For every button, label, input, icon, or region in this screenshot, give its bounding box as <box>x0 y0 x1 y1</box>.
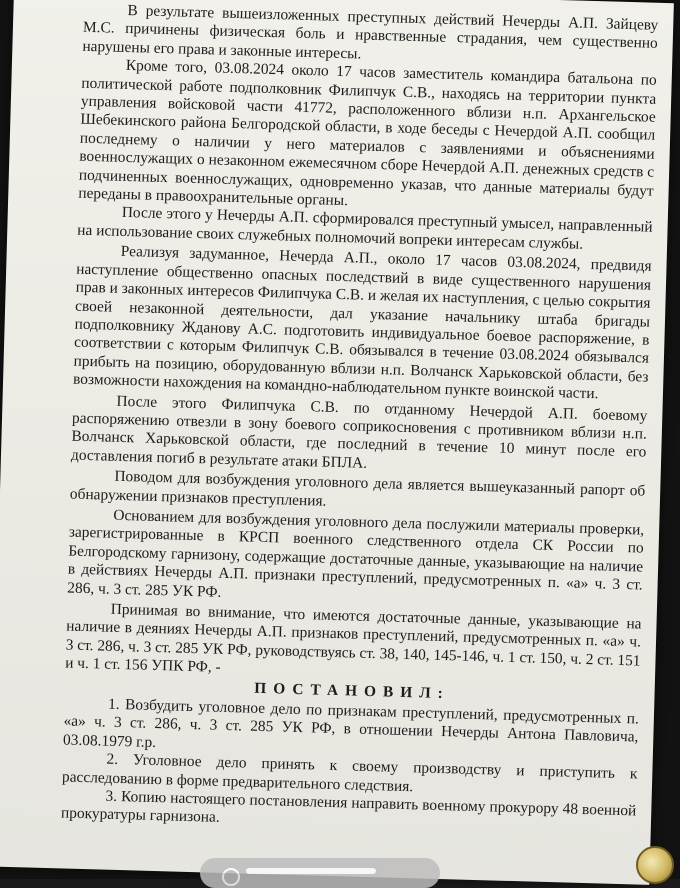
resolution-item-3: 3. Копию настоящего постановления направить военному прокурору 48 военной прокуратуры гарнизона. <box>60 787 637 827</box>
paragraph-grounds: Основанием для возбуждения уголовного дела послужили материалы проверки, зарегистрированные в КРСП военного следственного отдела СК России по Белгородскому гарнизону, содержащие достаточные данные, указывающие на наличие в действиях Нечерды А.П. признаки преступлений, предусмотренных п. «а» ч. 3 ст. 286, ч. 3 ст. 285 УК РФ. <box>67 506 645 601</box>
paragraph-consequences: В результате вышеизложенных преступных действий Нечерды А.П. Зайцеву М.С. причинены физическая боль и нравственные страдания, чем существенно нарушены его права и законные интересы. <box>82 1 659 63</box>
share-bar-label <box>246 868 376 874</box>
paragraph-conversation: Кроме того, 03.08.2024 около 17 часов заместитель командира батальона по политической работе подполковник Филипчук С.В., находясь на территории пункта управления войсковой части 41772, расположенного вблизи н.п. Архангельское Шебекинского района Белгородской области, в ходе беседы с Нечердой А.П. сообщил последнему о наличии у него материалов с заявлениями и объяснениями военнослужащих о незаконном ежемесячном сборе Нечердой А.П. денежных средств с подчиненных военнослужащих, одновременно указав, что данные материалы будут переданы в правоохранительные органы. <box>78 57 657 210</box>
share-icon <box>222 868 240 886</box>
paragraph-intent: После этого у Нечерды А.П. сформировался преступный умысел, направленный на использование своих служебных полномочий вопреки интересам службы. <box>77 204 653 253</box>
paragraph-order: Реализуя задуманное, Нечерда А.П., около 17 часов 03.08.2024, предвидя наступление общественно опасных последствий в виде существенного нарушения прав и законных интересов Филипчука С.В. и желая их наступления, с целью сокрытия своей незаконной деятельности, дал указание начальнику штаба бригады подполковнику Жданову А.С. подготовить индивидуальное боевое распоряжение, в соответствии с которым Филипчук С.В. обязывался в течение 03.08.2024 обязывался прибыть на позицию, оборудованную вблизи н.п. Волчанск Харьковской области, без возможности нахождения на командно-наблюдательном пункте воинской части. <box>72 243 652 403</box>
paragraph-death: После этого Филипчука С.В. по отданному Нечердой А.П. боевому распоряжению отвезли в зону боевого соприкосновения с противником вблизи н.п. Волчанск Харьковской области, где последний в течение 10 минут после его доставления погиб в результате атаки БПЛА. <box>70 392 648 472</box>
resolution-item-1: 1. Возбудить уголовное дело по признакам преступлений, предусмотренных п. «а» ч. 3 ст. 286, ч. 3 ст. 285 УК РФ, в отношении Нечерды Антона Павловича, 03.08.1979 г.р. <box>62 695 640 751</box>
emblem-icon <box>636 846 674 884</box>
resolution-item-2: 2. Уголовное дело принять к своему производству и приступить к расследованию в форме предварительного следствия. <box>61 750 638 795</box>
paragraph-reason: Поводом для возбуждения уголовного дела является вышеуказанный рапорт об обнаружении признаков преступления. <box>69 467 646 510</box>
resolution-heading: ПОСТАНОВИЛ: <box>254 679 451 702</box>
paragraph-considering: Принимая во внимание, что имеются достаточные данные, указывающие на наличие в деяниях Нечерды А.П. признаков преступлений, предусмотренных п. «а» ч. 3 ст. 286, ч. 3 ст. 285 УК РФ, руководствуясь ст. 38, 140, 145-146, ч. 1 ст. 150, ч. 2 ст. 151 и ч. 1 ст. 156 УПК РФ, - <box>64 600 642 677</box>
share-bar[interactable] <box>200 858 440 888</box>
document-text <box>61 1 659 840</box>
